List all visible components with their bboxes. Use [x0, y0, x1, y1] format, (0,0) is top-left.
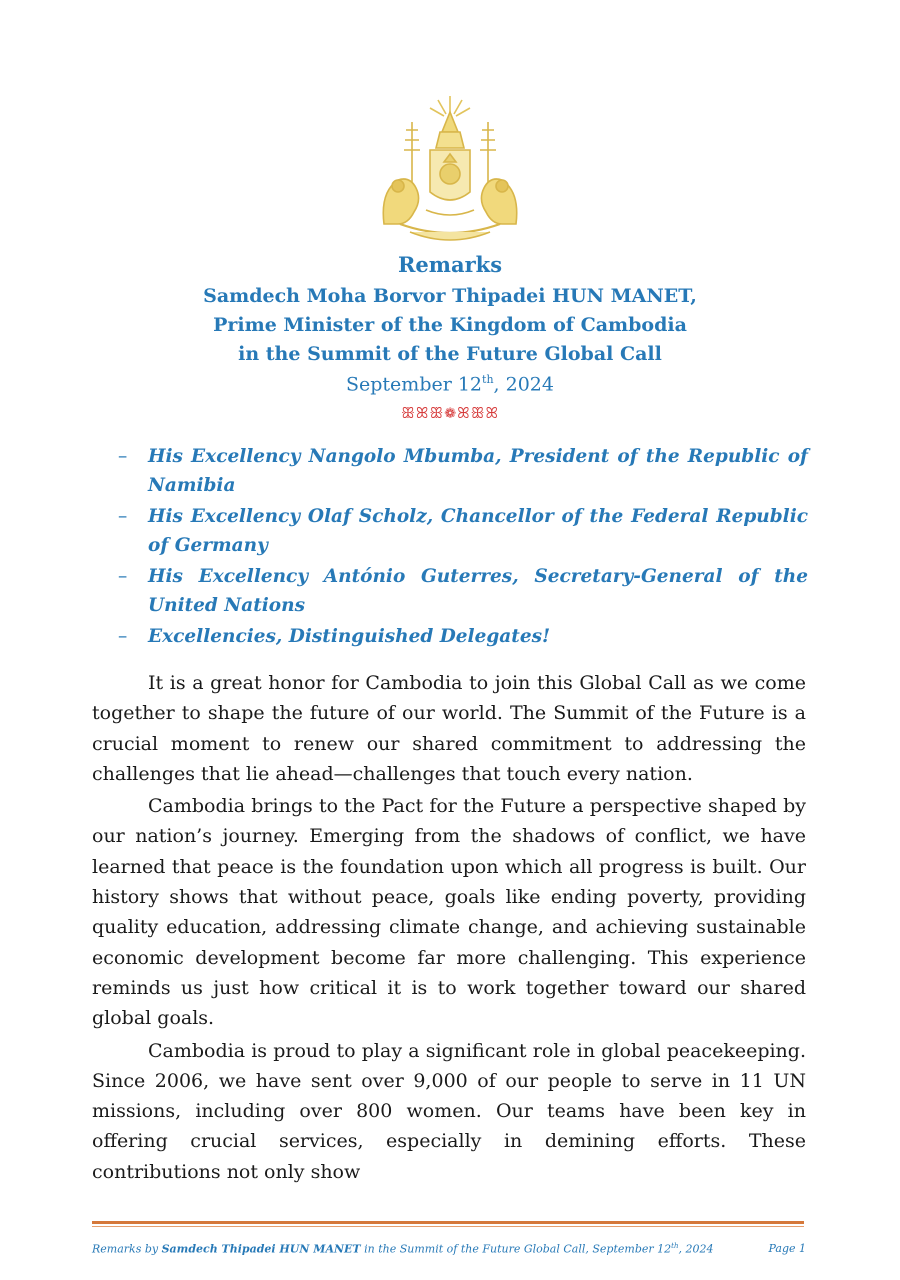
footer-rule	[92, 1221, 804, 1224]
page-number: Page 1	[768, 1242, 806, 1255]
salutation-item: – Excellencies, Distinguished Delegates!	[92, 622, 808, 651]
speaker-position: Prime Minister of the Kingdom of Cambodia	[213, 314, 687, 336]
speaker-name: Samdech Moha Borvor Thipadei HUN MANET,	[203, 285, 697, 307]
paragraph: Cambodia brings to the Pact for the Future a perspective shaped by our nation’s journey. Emerging from the shadows of conflict, we have learned that peace is the foundation upon which all progress is built. Our history shows that without peace, goals like ending poverty, providing quality education, addressing climate change, and achieving sustainable economic development become far more challenging. This experience reminds us just how critical it is to work together toward our shared global goals.	[92, 795, 806, 1030]
salutation-item: – His Excellency Olaf Scholz, Chancellor of the Federal Republic of Germany	[92, 502, 808, 560]
event-name: in the Summit of the Future Global Call	[238, 343, 662, 365]
speech-body	[92, 668, 806, 1189]
document-title: Remarks	[397, 252, 503, 277]
salutation-item: – His Excellency Nangolo Mbumba, President of the Republic of Namibia	[92, 442, 808, 500]
salutation-item: – His Excellency António Guterres, Secretary-General of the United Nations	[92, 562, 808, 620]
event-date: September 12th, 2024	[346, 373, 554, 396]
page-footer: Remarks by Samdech Thipadei HUN MANET in the Summit of the Future Global Call, September 12th, 2024 Page 1	[92, 1242, 806, 1256]
khmer-ornament: ꕥꕤꕥ❁ꕤꕥꕤ	[400, 404, 500, 422]
dash: –	[118, 506, 128, 527]
dash: –	[118, 446, 128, 467]
royal-coat-of-arms-icon	[370, 92, 530, 246]
dash: –	[118, 626, 128, 647]
paragraph: Cambodia is proud to play a significant role in global peacekeeping. Since 2006, we have sent over 9,000 of our people to serve in 11 UN missions, including over 800 women. Our teams have been key in offering crucial services, especially in demining efforts. These contributions not only show	[92, 1039, 806, 1183]
salutation-list	[92, 442, 808, 653]
dash: –	[118, 566, 128, 587]
footer-rule-thin	[92, 1226, 804, 1227]
paragraph: It is a great honor for Cambodia to join this Global Call as we come together to shape the future of our world. The Summit of the Future is a crucial moment to renew our shared commitment to addressing the challenges that lie ahead—challenges that touch every nation.	[92, 672, 806, 785]
